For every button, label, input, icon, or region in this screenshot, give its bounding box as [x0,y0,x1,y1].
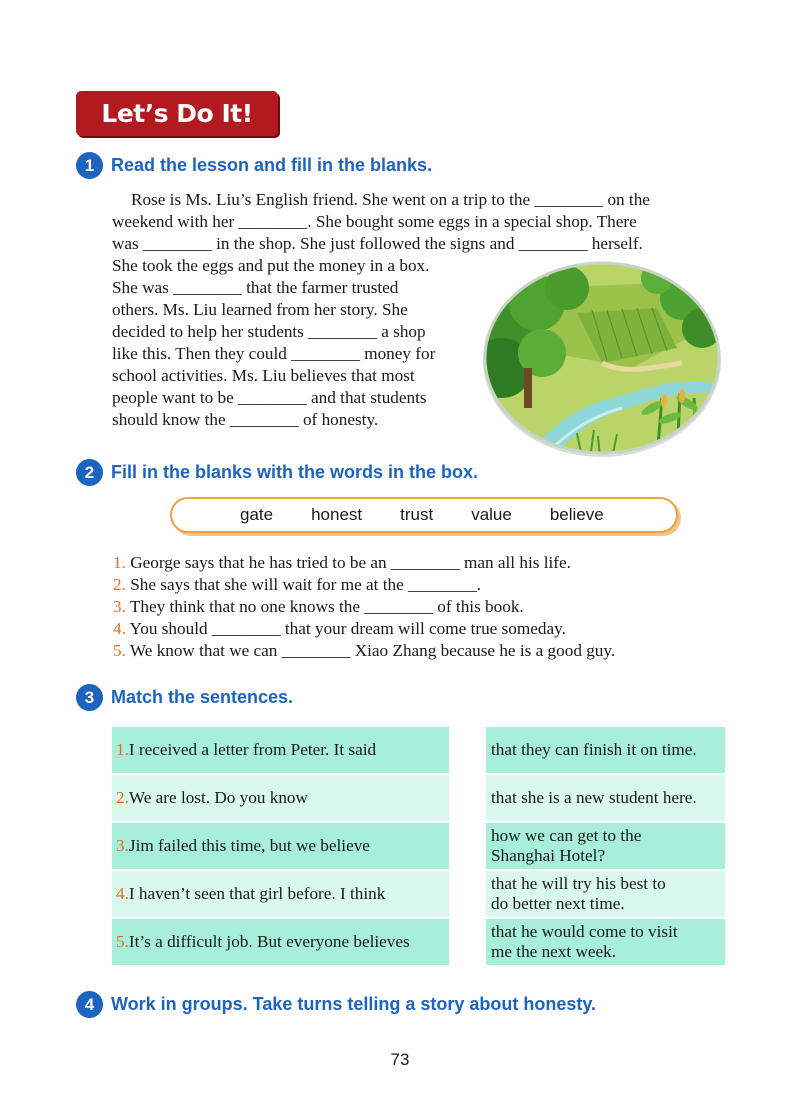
section-4-title: Work in groups. Take turns telling a story about honesty. [111,994,597,1014]
passage-line: weekend with her ________. She bought some eggs in a special shop. There [112,212,637,231]
item-text: You should ________ that your dream will come true someday. [125,619,566,638]
match-right-cell [486,727,725,773]
section-4-number: 4 [76,991,103,1018]
section-1-title: Read the lesson and fill in the blanks. [111,155,433,175]
list-item [113,596,615,618]
passage-line: school activities. Ms. Liu believes that most [112,366,415,385]
match-left-cell [112,871,449,917]
item-number: 2. [113,575,126,594]
cell-text: that he would come to visit [491,922,678,941]
section-1-header [76,152,432,179]
item-number: 4. [116,884,129,903]
cell-text: I received a letter from Peter. It said [128,740,377,759]
cell-text: do better next time. [491,894,625,913]
passage-line: people want to be ________ and that students [112,388,427,407]
item-text: They think that no one knows the ________ of this book. [125,597,524,616]
cell-text: Jim failed this time, but we believe [128,836,370,855]
match-left-cell [112,727,449,773]
match-right-cell [486,775,725,821]
section-3-header [76,684,293,711]
cell-text: that she is a new student here. [491,788,697,807]
match-left-cell [112,919,449,965]
list-item [113,618,615,640]
cell-text: me the next week. [491,942,617,961]
item-text: George says that he has tried to be an ________ man all his life. [125,553,571,572]
item-number: 4. [113,619,126,638]
section-3-number: 3 [76,684,103,711]
cell-text: It’s a difficult job. But everyone believes [128,932,410,951]
list-item [113,552,615,574]
match-right-cell [486,871,725,917]
cell-text: how we can get to the [491,826,642,845]
cell-text: We are lost. Do you know [128,788,308,807]
lets-do-it-banner [76,91,278,136]
section-2-number: 2 [76,459,103,486]
word-box-item: gate [240,505,274,524]
word-box-item: believe [549,505,604,524]
item-number: 1. [116,740,129,759]
cell-text: that he will try his best to [491,874,666,893]
section-2-list [113,552,615,662]
match-left-cell [112,823,449,869]
passage-line: She was ________ that the farmer trusted [112,278,399,297]
farm-landscape-illustration [482,258,722,458]
passage-line: decided to help her students ________ a shop [112,322,426,341]
passage-line: like this. Then they could ________ money for [112,344,436,363]
banner-title: Let’s Do It! [101,99,253,128]
match-right-cell [486,823,725,869]
match-left-cell [112,775,449,821]
passage-line: others. Ms. Liu learned from her story. She [112,300,408,319]
passage-line: should know the ________ of honesty. [112,410,379,429]
cell-text: I haven’t seen that girl before. I think [128,884,386,903]
word-box-item: honest [311,505,363,524]
item-number: 3. [113,597,126,616]
item-text: We know that we can ________ Xiao Zhang because he is a good guy. [125,641,616,660]
section-4-header [76,991,596,1018]
word-box [170,497,678,533]
match-right-cell [486,919,725,965]
page-number: 73 [390,1050,410,1069]
section-1-number: 1 [76,152,103,179]
cell-text: Shanghai Hotel? [491,846,606,865]
list-item [113,574,615,596]
word-box-item: value [471,505,512,524]
item-number: 5. [113,641,126,660]
word-box-item: trust [400,505,434,524]
item-number: 1. [113,553,126,572]
passage-line: was ________ in the shop. She just followed the signs and ________ herself. [112,234,643,253]
passage-line: She took the eggs and put the money in a box. [112,256,430,275]
cell-text: that they can finish it on time. [491,740,697,759]
section-2-title: Fill in the blanks with the words in the box. [111,462,479,482]
item-number: 2. [116,788,129,807]
section-2-header [76,459,478,486]
list-item [113,640,615,662]
passage-line: Rose is Ms. Liu’s English friend. She went on a trip to the ________ on the [131,190,650,209]
item-number: 5. [116,932,129,951]
item-text: She says that she will wait for me at the ________. [125,575,482,594]
section-3-title: Match the sentences. [111,687,294,707]
item-number: 3. [116,836,129,855]
